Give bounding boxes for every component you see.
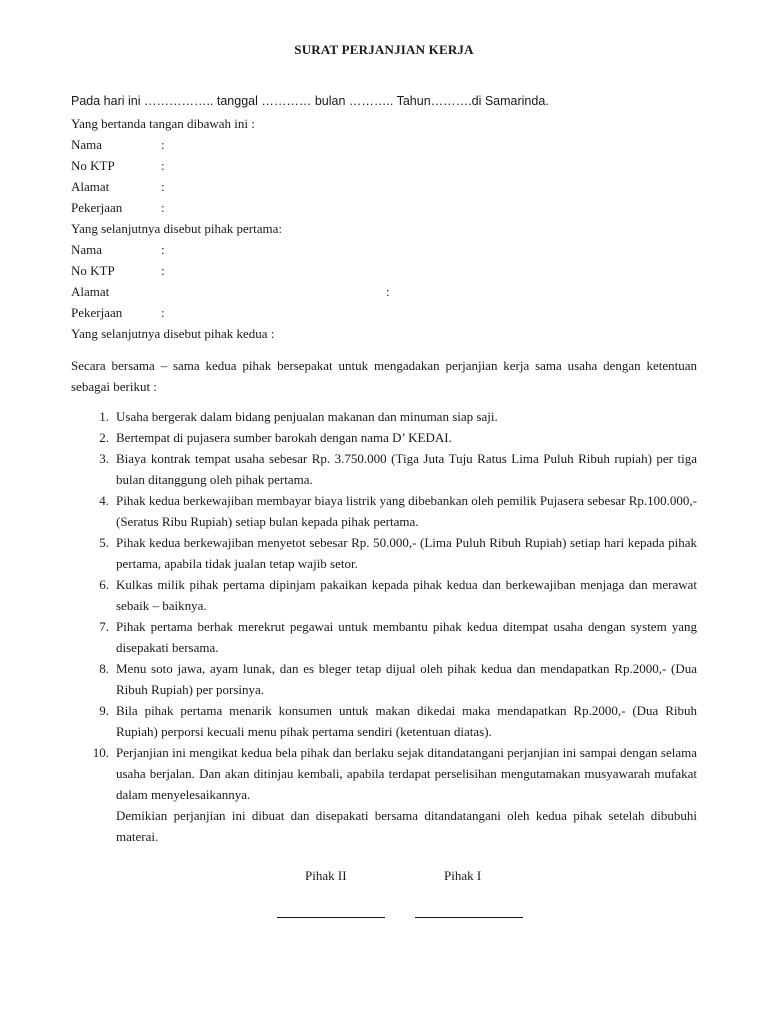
agreement-intro: Secara bersama – sama kedua pihak bersepakat untuk mengadakan perjanjian kerja sama usaha dengan ketentuan sebagai berikut : xyxy=(71,358,697,394)
list-number: 3. xyxy=(99,451,109,466)
signature-line-pihak-i xyxy=(415,917,523,918)
list-item xyxy=(71,742,697,805)
list-item xyxy=(71,574,697,616)
document-title: SURAT PERJANJIAN KERJA xyxy=(294,42,474,57)
list-number: 9. xyxy=(99,703,109,718)
list-number: 10. xyxy=(92,745,109,760)
closing-paragraph: Demikian perjanjian ini dibuat dan disepakati bersama ditandatangani oleh kedua pihak setelah dibubuhi materai. xyxy=(116,808,697,844)
intro-text: Yang bertanda tangan dibawah ini : xyxy=(71,116,255,131)
list-text: Pihak pertama berhak merekrut pegawai untuk membantu pihak kedua ditempat usaha dengan system yang disepakati bersama. xyxy=(116,619,697,655)
field-colon: : xyxy=(161,263,165,278)
list-item xyxy=(71,448,697,490)
list-item xyxy=(71,700,697,742)
list-number: 7. xyxy=(99,619,109,634)
field-label: Nama xyxy=(71,137,103,152)
list-text: Perjanjian ini mengikat kedua bela pihak dan berlaku sejak ditandatangani perjanjian ini sampai dengan selama usaha berjalan. Dan akan ditinjau kembali, apabila terdapat perselisihan mengutamakan musyawarah mufakat dalam menyelesaikannya. xyxy=(116,745,697,802)
field-label: No KTP xyxy=(71,263,115,278)
list-text: Biaya kontrak tempat usaha sebesar Rp. 3.750.000 (Tiga Juta Tuju Ratus Lima Puluh Ribuh rupiah) per tiga bulan ditanggung oleh pihak pertama. xyxy=(116,451,697,487)
party1-caption: Yang selanjutnya disebut pihak pertama: xyxy=(71,221,282,236)
field-colon: : xyxy=(161,305,165,320)
list-item xyxy=(71,427,697,448)
field-colon: : xyxy=(161,200,165,215)
list-number: 5. xyxy=(99,535,109,550)
field-label: No KTP xyxy=(71,158,115,173)
signature-line-pihak-ii xyxy=(277,917,385,918)
list-text: Pihak kedua berkewajiban menyetot sebesar Rp. 50.000,- (Lima Puluh Ribuh Rupiah) setiap hari kepada pihak pertama, apabila tidak jualan tetap wajib setor. xyxy=(116,535,697,571)
field-label: Alamat xyxy=(71,284,110,299)
field-label: Pekerjaan xyxy=(71,200,123,215)
list-number: 1. xyxy=(99,409,109,424)
list-text: Kulkas milik pihak pertama dipinjam pakaikan kepada pihak kedua dan berkewajiban menjaga dan merawat sebaik – baiknya. xyxy=(116,577,697,613)
field-colon: : xyxy=(161,137,165,152)
list-text: Menu soto jawa, ayam lunak, dan es bleger tetap dijual oleh pihak kedua dan mendapatkan Rp.2000,- (Dua Ribuh Rupiah) per porsinya. xyxy=(116,661,697,697)
field-label: Pekerjaan xyxy=(71,305,123,320)
list-item xyxy=(71,532,697,574)
terms-list xyxy=(71,406,697,847)
signature-label-pihak-ii: Pihak II xyxy=(305,868,347,883)
list-number: 6. xyxy=(99,577,109,592)
list-text: Usaha bergerak dalam bidang penjualan makanan dan minuman siap saji. xyxy=(116,409,498,424)
field-colon: : xyxy=(161,158,165,173)
list-item xyxy=(71,616,697,658)
list-number: 2. xyxy=(99,430,109,445)
opening-line: Pada hari ini …………….. tanggal ………… bulan ……….. Tahun……….di Samarinda. xyxy=(71,94,549,108)
list-item xyxy=(71,658,697,700)
field-colon: : xyxy=(161,242,165,257)
list-text: Pihak kedua berkewajiban membayar biaya listrik yang dibebankan oleh pemilik Pujasera sebesar Rp.100.000,- (Seratus Ribu Rupiah) setiap bulan kepada pihak pertama. xyxy=(116,493,697,529)
list-number: 4. xyxy=(99,493,109,508)
list-text: Bertempat di pujasera sumber barokah dengan nama D’ KEDAI. xyxy=(116,430,452,445)
list-item xyxy=(71,490,697,532)
list-number: 8. xyxy=(99,661,109,676)
party2-caption: Yang selanjutnya disebut pihak kedua : xyxy=(71,326,275,341)
field-label: Alamat xyxy=(71,179,110,194)
field-label: Nama xyxy=(71,242,103,257)
list-text: Bila pihak pertama menarik konsumen untuk makan dikedai maka mendapatkan Rp.2000,- (Dua Ribuh Rupiah) perporsi kecuali menu pihak pertama sendiri (ketentuan diatas). xyxy=(116,703,697,739)
field-colon: : xyxy=(161,179,165,194)
list-item xyxy=(71,406,697,427)
signature-label-pihak-i: Pihak I xyxy=(444,868,482,883)
field-colon: : xyxy=(386,284,390,299)
